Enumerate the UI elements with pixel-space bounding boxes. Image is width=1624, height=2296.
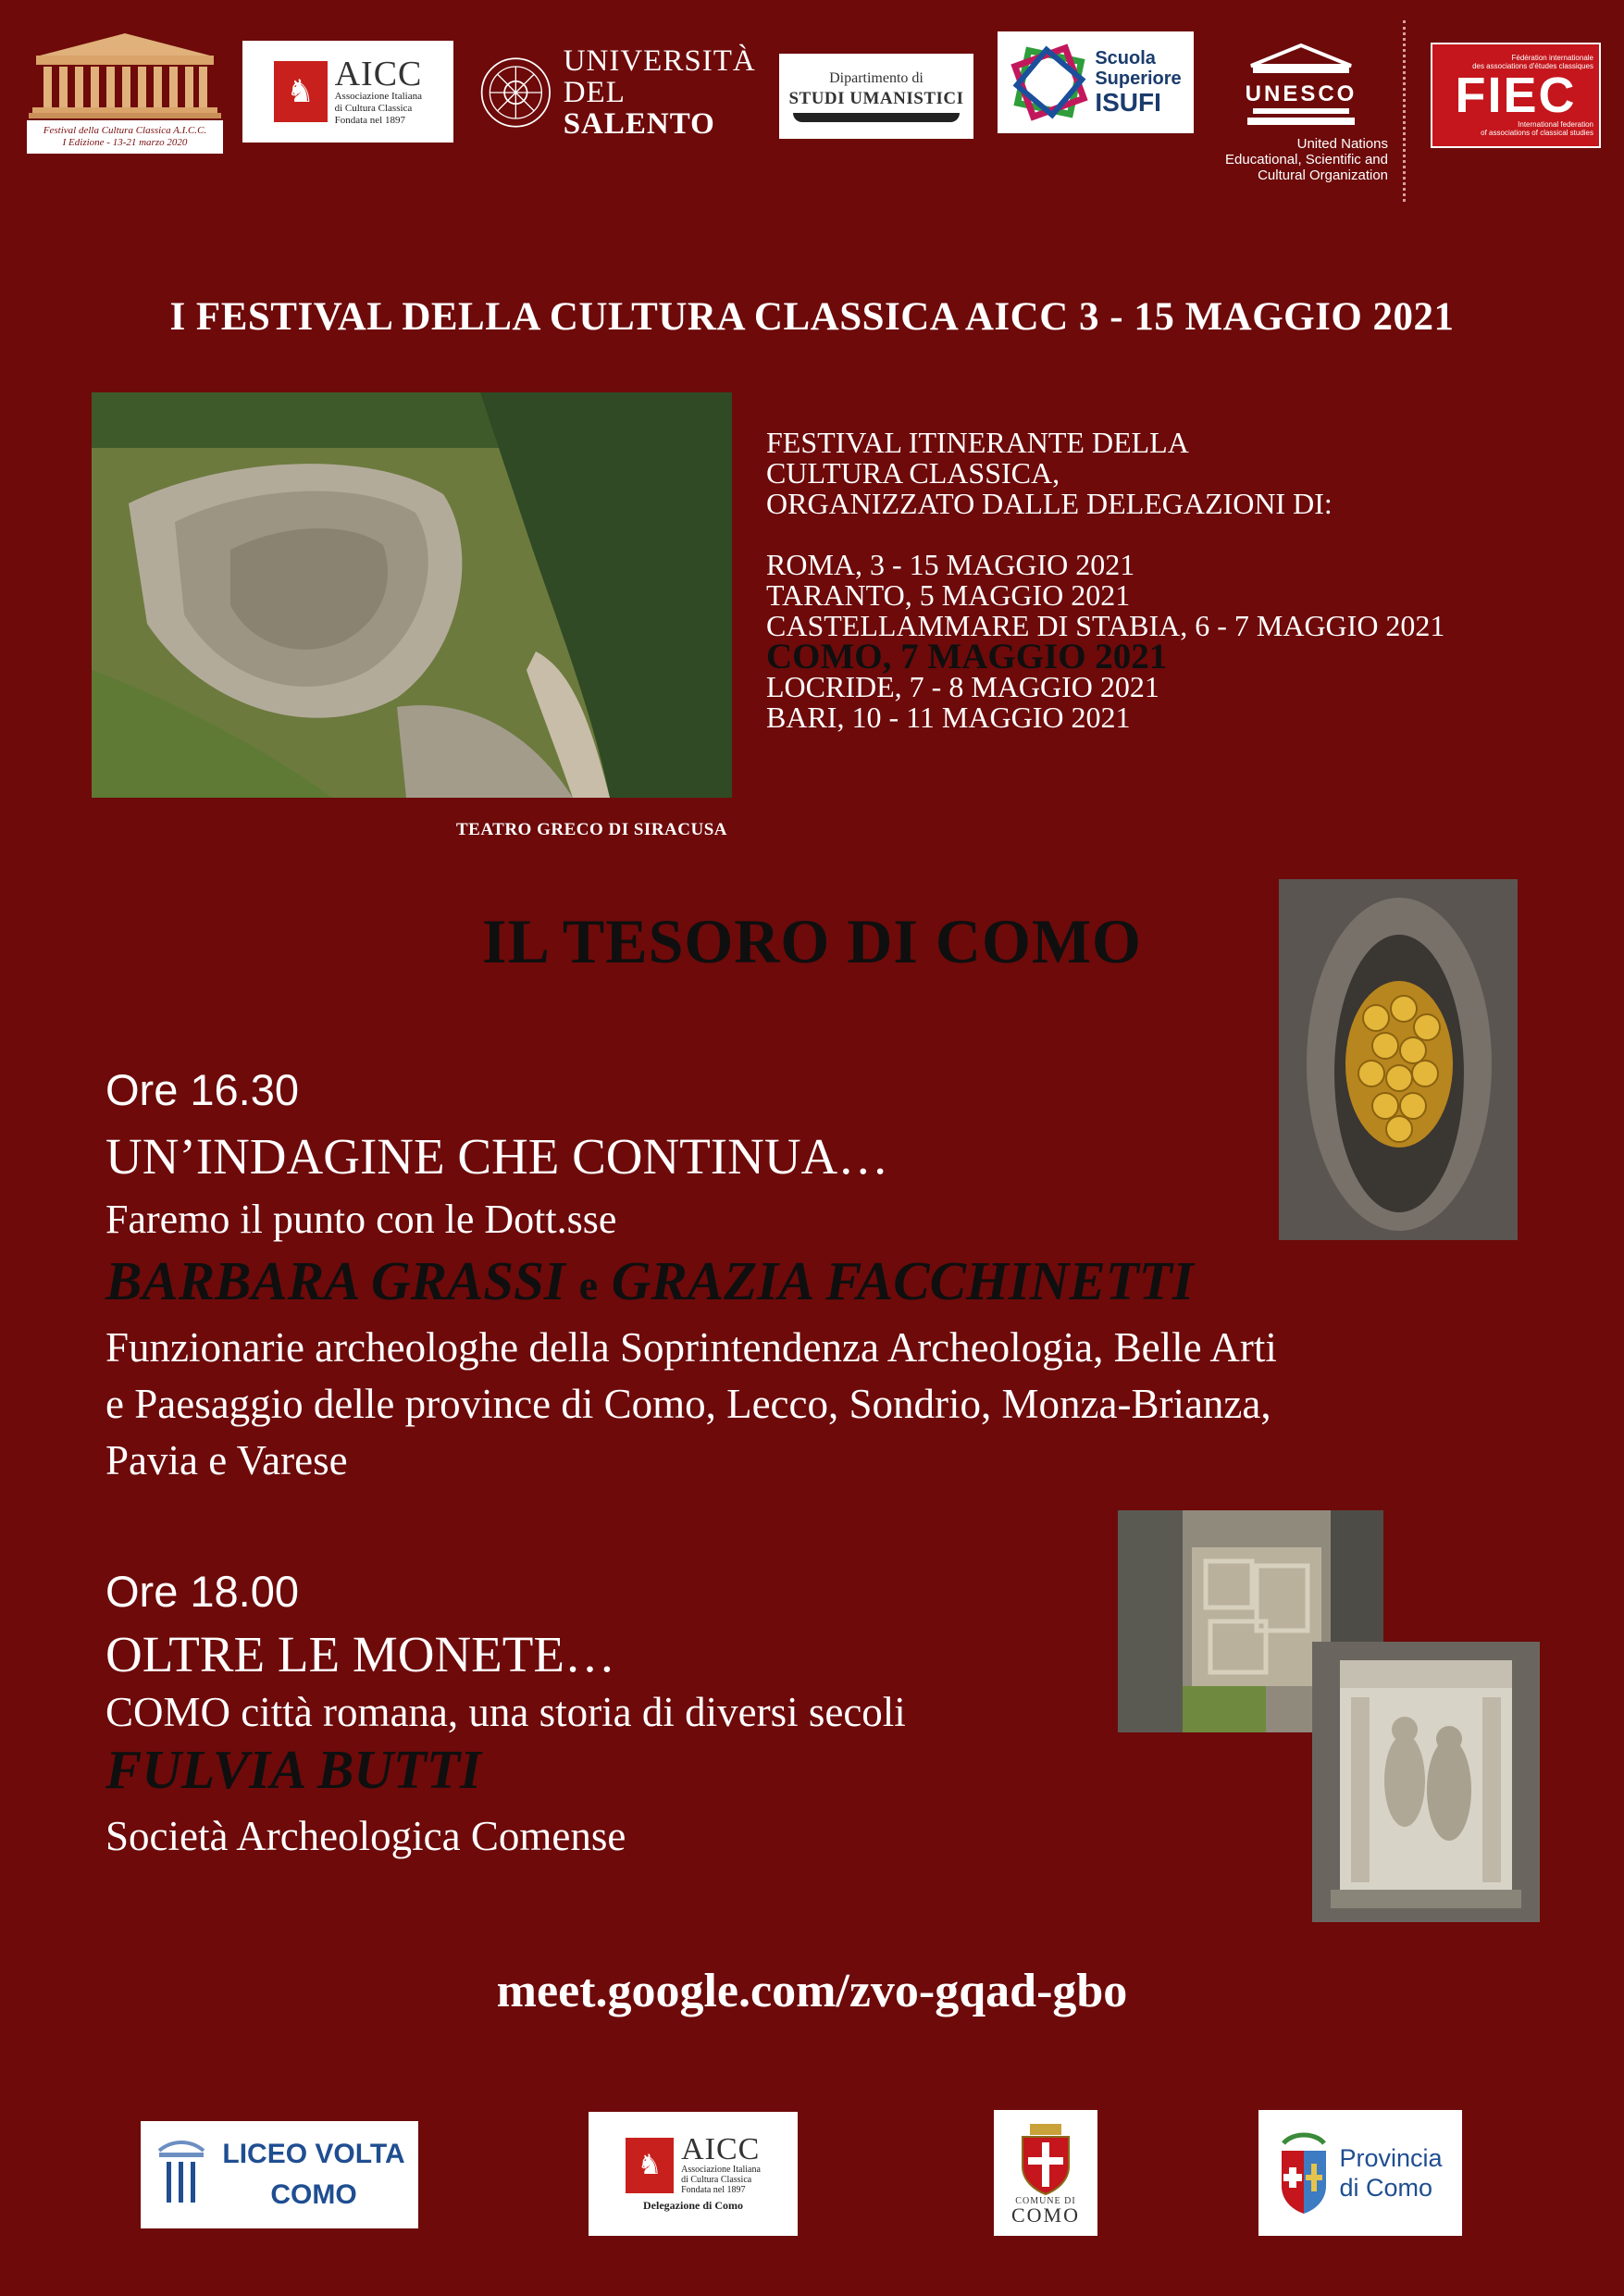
itinerary-city: TARANTO, 5 MAGGIO 2021 [766,578,1131,612]
speaker-conjunction: e [578,1261,599,1309]
provincia-shield-icon [1278,2127,1330,2219]
aicc-como-name: AICC [681,2132,761,2166]
comune-como-logo [994,2110,1097,2236]
university-seal-icon [479,51,552,134]
aicc-como-line1: Associazione Italiana [681,2165,761,2175]
provincia-line1: Provincia [1339,2144,1443,2172]
itinerary-city: ROMA, 3 - 15 MAGGIO 2021 [766,548,1135,581]
itinerary-intro-line: CULTURA CLASSICA, [766,456,1060,490]
speaker-name: GRAZIA FACCHINETTI [611,1250,1194,1311]
unesco-line2: Educational, Scientific and [1225,151,1388,168]
itinerary-intro-line: FESTIVAL ITINERANTE DELLA [766,426,1189,459]
festival-title: I FESTIVAL DELLA CULTURA CLASSICA AICC 3 - 15 MAGGIO 2021 [169,295,1455,339]
aicc-como-logo [589,2112,798,2236]
fiec-top2: des associations d'études classiques [1472,62,1593,70]
coat-of-arms-icon [1013,2122,1078,2196]
talk1-description-line: e Paesaggio delle province di Como, Lecco, Sondrio, Monza-Brianza, [105,1381,1271,1427]
talk2-title: OLTRE LE MONETE… [105,1626,615,1682]
dipartimento-line2: STUDI UMANISTICI [788,89,964,108]
aicc-line3: Fondata nel 1897 [334,114,405,126]
fiec-name: FIEC [1455,68,1577,123]
parthenon-caption [27,120,223,154]
isufi-line3: ISUFI [1095,88,1161,117]
comune-line1: COMUNE DI [1015,2195,1076,2206]
liceo-column-icon [154,2138,209,2212]
talk1-subtitle: Faremo il punto con le Dott.sse [105,1197,617,1242]
talk2-subtitle: COMO città romana, una storia di diversi secoli [105,1689,906,1735]
parthenon-caption-line1: Festival della Cultura Classica A.I.C.C. [43,125,207,136]
aicc-como-delegation: Delegazione di Como [643,2199,743,2212]
talk2-organization: Società Archeologica Comense [105,1813,626,1859]
talk1-time: Ore 16.30 [105,1065,300,1114]
parthenon-caption-line2: I Edizione - 13-21 marzo 2020 [62,137,188,148]
festival-parthenon-logo [22,22,228,159]
speaker-name: BARBARA GRASSI [105,1250,565,1311]
fiec-top1: Fédération internationale [1511,54,1593,62]
fiec-bottom2: of associations of classical studies [1481,129,1593,137]
unesco-temple-icon [1244,42,1358,130]
header-divider [1403,20,1406,202]
itinerary-city: LOCRIDE, 7 - 8 MAGGIO 2021 [766,670,1159,703]
aicc-line1: Associazione Italiana [334,90,422,102]
itinerary-block [766,428,1599,733]
unesco-line1: United Nations [1296,135,1388,152]
photo-caption: TEATRO GRECO DI SIRACUSA [455,820,727,839]
unesco-line3: Cultural Organization [1258,167,1388,183]
isufi-line2: Superiore [1095,68,1182,89]
fiec-bottom1: International federation [1518,120,1593,129]
meet-link[interactable]: meet.google.com/zvo-gqad-gbo [496,1965,1128,2017]
dipartimento-line1: Dipartimento di [829,70,924,86]
salento-line2b: SALENTO [563,107,715,141]
talk2-time: Ore 18.00 [105,1567,300,1616]
aicc-name: AICC [334,54,423,93]
isufi-line1: Scuola [1095,48,1156,68]
dipartimento-logo [779,54,973,139]
talk2-speaker: FULVIA BUTTI [105,1739,481,1800]
itinerary-city: BARI, 10 - 11 MAGGIO 2021 [766,701,1131,734]
talk1-description-line: Pavia e Varese [105,1437,348,1483]
isufi-logo [998,31,1194,133]
swoosh-icon [793,113,960,122]
itinerary-intro-line: ORGANIZZATO DALLE DELEGAZIONI DI: [766,487,1333,520]
aicc-figure-icon: ♞ [626,2138,674,2193]
talk1-speakers [105,1249,1194,1313]
itinerary-city: CASTELLAMMARE DI STABIA, 6 - 7 MAGGIO 2021 [766,609,1445,642]
provincia-como-logo [1258,2110,1462,2236]
aicc-como-line2: di Cultura Classica [681,2175,752,2185]
parthenon-icon [27,28,223,120]
liceo-line2: COMO [270,2179,357,2210]
teatro-greco-photo [92,392,732,798]
provincia-line2: di Como [1339,2174,1433,2202]
comune-line2: COMO [1010,2203,1080,2227]
talk1-title: UN’INDAGINE CHE CONTINUA… [105,1128,889,1185]
event-title: IL TESORO DI COMO [482,906,1142,976]
talk1-description-line: Funzionarie archeologhe della Soprintendenza Archeologia, Belle Arti [105,1324,1277,1371]
salento-line2a: DEL [563,76,625,109]
salento-line1: UNIVERSITÀ [563,44,756,78]
liceo-line1: LICEO VOLTA [222,2139,405,2169]
roman-relief-photo [1312,1642,1540,1922]
isufi-squares-icon [1010,43,1089,122]
liceo-volta-logo [141,2121,418,2228]
fiec-logo [1431,43,1601,148]
aicc-line2: di Cultura Classica [334,102,413,114]
aicc-figure-icon: ♞ [274,61,328,122]
talk1-description [105,1320,1549,1489]
unesco-logo [1214,33,1388,191]
aicc-como-line3: Fondata nel 1897 [681,2185,746,2195]
unisalento-logo [479,46,757,139]
aicc-logo [242,41,453,143]
itinerary-city-highlight: COMO, 7 MAGGIO 2021 [766,637,1168,676]
unesco-wordmark: UNESCO [1245,81,1357,106]
